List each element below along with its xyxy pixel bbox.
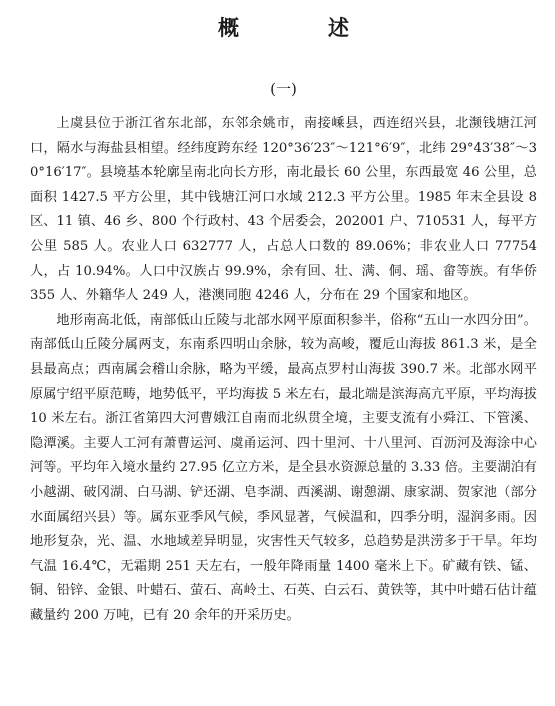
paragraph-location: 上虞县位于浙江省东北部，东邻余姚市，南接嵊县，西连绍兴县，北濒钱塘江河口，隔水与海盐县相望。经纬度跨东经 120°36′23″～121°6′9″，北纬 29°43′38″～30°16′17″。县境基本轮廓呈南北向长方形，南北最长 60 公里，东西最宽 46 公里，总面积 1427.5 平方公里，其中钱塘江河口水域 212.3 平方公里。1985 年末全县设 8 区、11 镇、46 乡、800 个行政村、43 个居委会，202001 户、710531 人，每平方公里 585 人。农业人口 632777 人，占总人口数的 89.06%；非农业人口 77754 人，占 10.94%。人口中汉族占 99.9%，余有回、壮、满、侗、瑶、畲等族。有华侨 355 人、外籍华人 249 人，港澳同胞 4246 人，分布在 29 个国家和地区。 bbox=[30, 116, 537, 304]
body-text bbox=[30, 112, 537, 628]
paragraph-terrain: 地形南高北低，南部低山丘陵与北部水网平原面积参半，俗称“五山一水四分田”。南部低山丘陵分属两支，东南系四明山余脉，较为高峻，覆卮山海拔 861.3 米，是全县最高点；西南属会稽山余脉，略为平缓，最高点罗村山海拔 390.7 米。北部水网平原属宁绍平原范畴，地势低平，平均海拔 5 米左右，最北端是滨海高亢平原，平均海拔 10 米左右。浙江省第四大河曹娥江自南而北纵贯全境，主要支流有小舜江、下管溪、隐潭溪。主要人工河有萧曹运河、虞甬运河、四十里河、十八里河、百沥河及海涂中心河等。平均年入境水量约 27.95 亿立方米，是全县水资源总量的 3.33 倍。主要湖泊有小越湖、破冈湖、白马湖、铲还湖、皂李湖、西溪湖、谢憩湖、康家湖、贺家池（部分水面属绍兴县）等。属东亚季风气候，季风显著，气候温和，四季分明，湿润多雨。因地形复杂，光、温、水地域差异明显，灾害性天气较多，总趋势是洪涝多于干旱。年均气温 16.4℃，无霜期 251 天左右，一般年降雨量 1400 毫米上下。矿藏有铁、锰、铜、铅锌、金银、叶蜡石、萤石、高岭土、石英、白云石、黄铁等，其中叶蜡石估计蕴藏量约 200 万吨，已有 20 余年的开采历史。 bbox=[30, 312, 537, 623]
document-page bbox=[30, 0, 537, 706]
page-title: 概 述 bbox=[218, 16, 383, 40]
section-heading: (一) bbox=[270, 80, 297, 98]
